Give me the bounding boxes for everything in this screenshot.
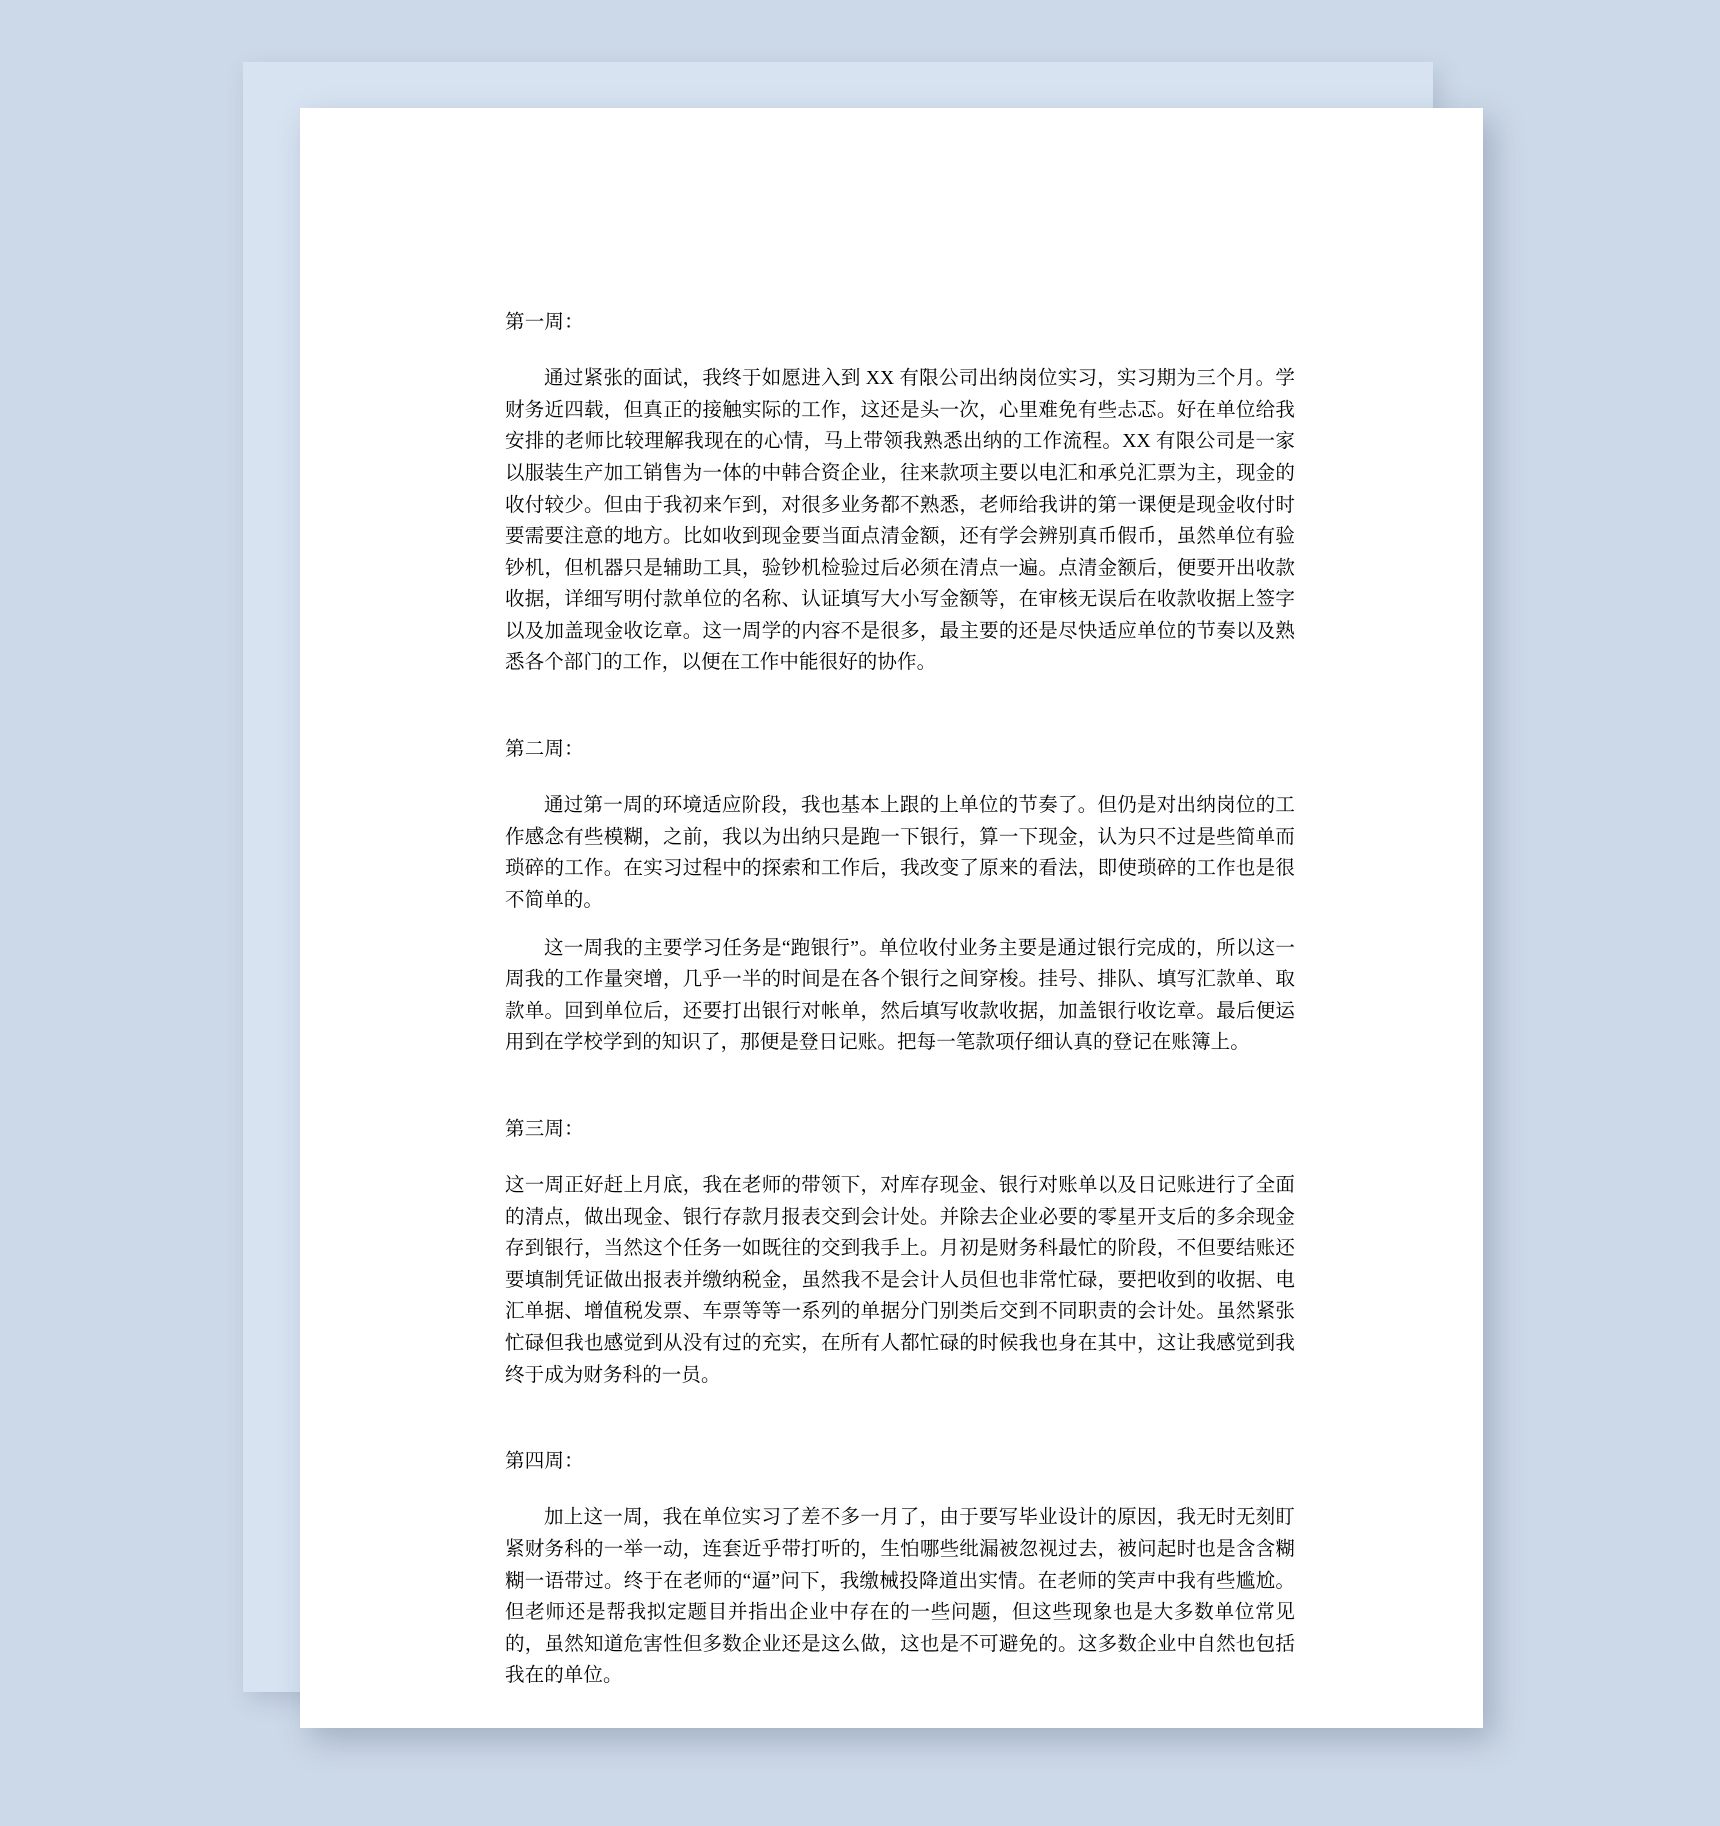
document-body	[505, 308, 1295, 1708]
section-week-3	[505, 1115, 1295, 1391]
section-title: 第二周：	[505, 739, 584, 761]
section-week-4	[505, 1447, 1295, 1692]
paragraph: 加上这一周，我在单位实习了差不多一月了，由于要写毕业设计的原因，我无时无刻盯紧财务科的一举一动，连套近乎带打听的，生怕哪些纰漏被忽视过去，被问起时也是含含糊糊一语带过。终于在老师的“逼”问下，我缴械投降道出实情。在老师的笑声中我有些尴尬。但老师还是帮我拟定题目并指出企业中存在的一些问题，但这些现象也是大多数单位常见的，虽然知道危害性但多数企业还是这么做，这也是不可避免的。这多数企业中自然也包括我在的单位。	[505, 1507, 1295, 1687]
section-title: 第四周：	[505, 1451, 584, 1473]
document-page	[300, 108, 1483, 1728]
paragraph: 这一周正好赶上月底，我在老师的带领下，对库存现金、银行对账单以及日记账进行了全面的清点，做出现金、银行存款月报表交到会计处。并除去企业必要的零星开支后的多余现金存到银行，当然这个任务一如既往的交到我手上。月初是财务科最忙的阶段，不但要结账还要填制凭证做出报表并缴纳税金，虽然我不是会计人员但也非常忙碌，要把收到的收据、电汇单据、增值税发票、车票等等一系列的单据分门别类后交到不同职责的会计处。虽然紧张忙碌但我也感觉到从没有过的充实，在所有人都忙碌的时候我也身在其中，这让我感觉到我终于成为财务科的一员。	[505, 1175, 1295, 1386]
section-week-1	[505, 308, 1295, 679]
paragraph: 通过第一周的环境适应阶段，我也基本上跟的上单位的节奏了。但仍是对出纳岗位的工作感念有些模糊，之前，我以为出纳只是跑一下银行，算一下现金，认为只不过是些简单而琐碎的工作。在实习过程中的探索和工作后，我改变了原来的看法，即使琐碎的工作也是很不简单的。	[505, 795, 1295, 912]
section-title: 第一周：	[505, 312, 584, 333]
section-title: 第三周：	[505, 1118, 584, 1140]
section-week-2	[505, 735, 1295, 1059]
paragraph: 这一周我的主要学习任务是“跑银行”。单位收付业务主要是通过银行完成的，所以这一周我的工作量突增，几乎一半的时间是在各个银行之间穿梭。挂号、排队、填写汇款单、取款单。回到单位后，还要打出银行对帐单，然后填写收款收据，加盖银行收讫章。最后便运用到在学校学到的知识了，那便是登日记账。把每一笔款项仔细认真的登记在账簿上。	[505, 937, 1295, 1054]
paragraph: 通过紧张的面试，我终于如愿进入到 XX 有限公司出纳岗位实习，实习期为三个月。学财务近四载，但真正的接触实际的工作，这还是头一次，心里难免有些忐忑。好在单位给我安排的老师比较理解我现在的心情，马上带领我熟悉出纳的工作流程。XX 有限公司是一家以服装生产加工销售为一体的中韩合资企业，往来款项主要以电汇和承兑汇票为主，现金的收付较少。但由于我初来乍到，对很多业务都不熟悉，老师给我讲的第一课便是现金收付时要需要注意的地方。比如收到现金要当面点清金额，还有学会辨别真币假币，虽然单位有验钞机，但机器只是辅助工具，验钞机检验过后必须在清点一遍。点清金额后，便要开出收款收据，详细写明付款单位的名称、认证填写大小写金额等，在审核无误后在收款收据上签字以及加盖现金收讫章。这一周学的内容不是很多，最主要的还是尽快适应单位的节奏以及熟悉各个部门的工作，以便在工作中能很好的协作。	[505, 368, 1295, 674]
